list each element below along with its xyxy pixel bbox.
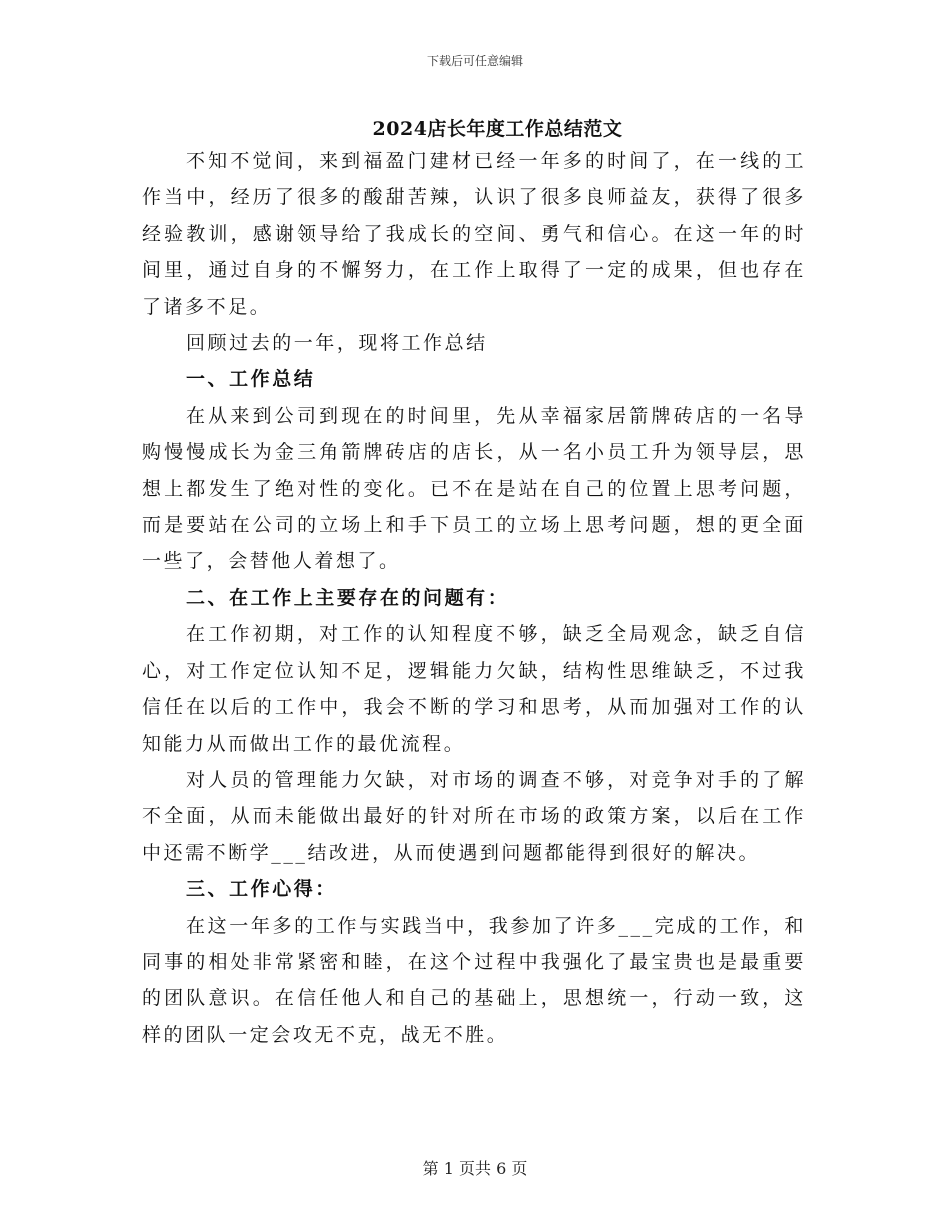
problems-paragraph-2: 对人员的管理能力欠缺，对市场的调查不够，对竞争对手的了解不全面，从而未能做出最好的针对所在市场的政策方案，以后在工作中还需不断学___结改进，从而使遇到问题都能得到很好的解决。 [142, 768, 806, 864]
work-summary-paragraph: 在从来到公司到现在的时间里，先从幸福家居箭牌砖店的一名导购慢慢成长为金三角箭牌砖店的店长，从一名小员工升为领导层，思想上都发生了绝对性的变化。已不在是站在自己的位置上思考问题，而是要站在公司的立场上和手下员工的立场上思考问题，想的更全面一些了，会替他人着想了。 [142, 404, 806, 573]
section-heading-insights: 三、工作心得： [186, 878, 337, 901]
section-heading-problems: 二、在工作上主要存在的问题有： [186, 586, 510, 609]
document-title: 2024店长年度工作总结范文 [372, 118, 623, 140]
page-header-note: 下载后可任意编辑 [426, 54, 523, 68]
page-footer-number: 第 1 页共 6 页 [422, 1159, 528, 1178]
section-heading-work-summary: 一、工作总结 [186, 368, 316, 391]
intro-paragraph: 不知不觉间，来到福盈门建材已经一年多的时间了，在一线的工作当中，经历了很多的酸甜苦辣，认识了很多良师益友，获得了很多经验教训，感谢领导给了我成长的空间、勇气和信心。在这一年的时间里，通过自身的不懈努力，在工作上取得了一定的成果，但也存在了诸多不足。 [142, 150, 806, 318]
insights-paragraph: 在这一年多的工作与实践当中，我参加了许多___完成的工作，和同事的相处非常紧密和睦，在这个过程中我强化了最宝贵也是最重要的团队意识。在信任他人和自己的基础上，思想统一，行动一致，这样的团队一定会攻无不克，战无不胜。 [142, 914, 806, 1046]
document-body [142, 143, 806, 1053]
review-paragraph: 回顾过去的一年，现将工作总结 [186, 332, 488, 355]
problems-paragraph-1: 在工作初期，对工作的认知程度不够，缺乏全局观念，缺乏自信心，对工作定位认知不足，逻辑能力欠缺，结构性思维缺乏，不过我信任在以后的工作中，我会不断的学习和思考，从而加强对工作的认知能力从而做出工作的最优流程。 [142, 623, 806, 755]
